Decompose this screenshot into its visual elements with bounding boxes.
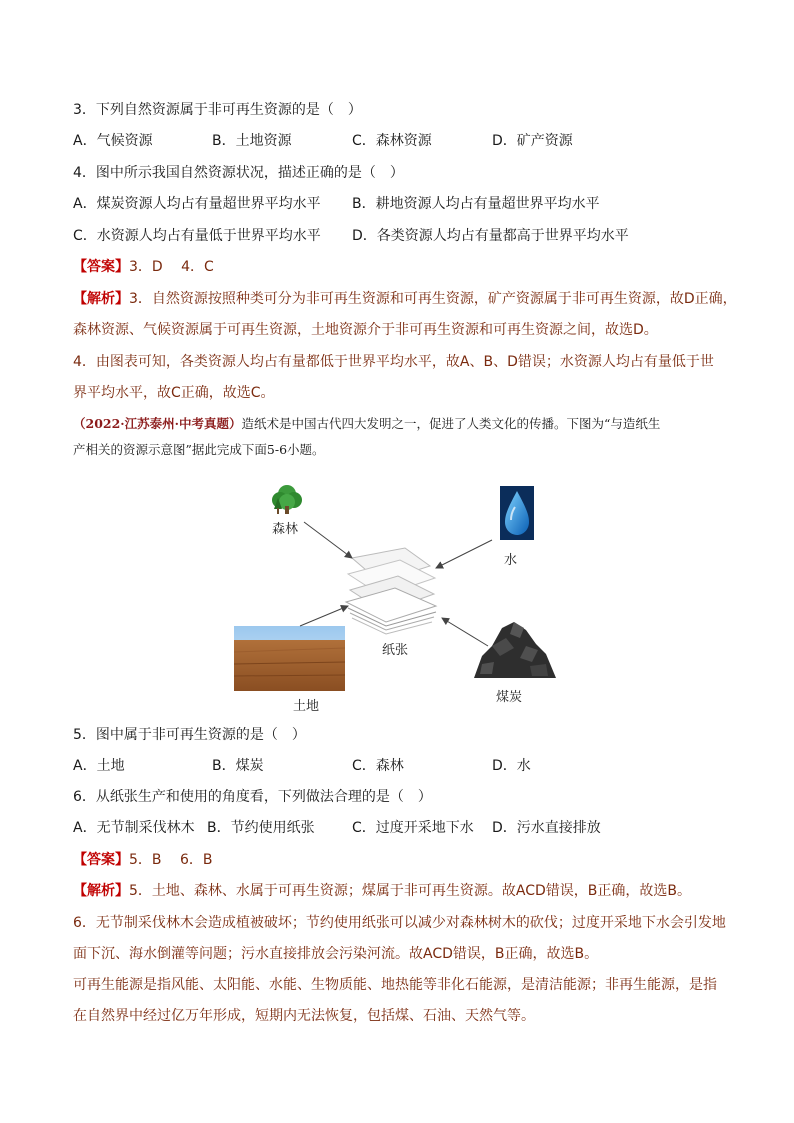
analysis-5-line — [73, 881, 691, 901]
land-image — [234, 626, 345, 691]
paper-stack-icon — [346, 548, 436, 634]
label-land: 土地 — [293, 699, 320, 714]
analysis-text: 5．土地、森林、水属于可再生资源；煤属于非可再生资源。故ACD错误，B正确，故选B。 — [129, 883, 692, 899]
resource-diagram — [230, 478, 570, 718]
analysis-4-line-2: 界平均水平，故C正确，故选C。 — [73, 385, 275, 401]
q6-option-a: A．无节制采伐林木 — [73, 820, 195, 836]
arrow-land-to-paper — [300, 606, 348, 626]
answer-label: 【答案】 — [73, 852, 129, 868]
q6-option-b: B．节约使用纸张 — [207, 820, 315, 836]
label-forest: 森林 — [272, 522, 299, 537]
q3-option-b: B．土地资源 — [212, 133, 292, 149]
analysis-text: 3．自然资源按照种类可分为非可再生资源和可再生资源，矿产资源属于非可再生资源，故D正确， — [129, 291, 737, 307]
answer-text: 5．B 6．B — [129, 852, 213, 868]
analysis-4-line-1: 4．由图表可知，各类资源人均占有量都低于世界平均水平，故A、B、D错误；水资源人均占有量低于世 — [73, 354, 714, 370]
q5-option-d: D．水 — [492, 758, 531, 774]
q3-option-c: C．森林资源 — [352, 133, 432, 149]
water-drop-icon — [500, 486, 534, 540]
q5-option-b: B．煤炭 — [212, 758, 264, 774]
analysis-label: 【解析】 — [73, 291, 129, 307]
q6-option-c: C．过度开采地下水 — [352, 820, 474, 836]
answer-5-6 — [73, 850, 212, 870]
label-coal: 煤炭 — [496, 690, 523, 705]
label-paper: 纸张 — [382, 643, 409, 658]
tree-icon — [272, 485, 302, 514]
q5-option-a: A．土地 — [73, 758, 125, 774]
q4-option-d: D．各类资源人均占有量都高于世界平均水平 — [352, 228, 629, 244]
analysis-6-line-2: 面下沉、海水倒灌等问题；污水直接排放会污染河流。故ACD错误，B正确，故选B。 — [73, 946, 599, 962]
question-4-stem: 4．图中所示我国自然资源状况，描述正确的是（ ） — [73, 165, 404, 181]
q4-option-b: B．耕地资源人均占有量超世界平均水平 — [352, 196, 600, 212]
answer-3-4 — [73, 257, 214, 277]
intro-line-2: 产相关的资源示意图”据此完成下面5-6小题。 — [73, 442, 325, 457]
arrow-forest-to-paper — [304, 522, 352, 558]
analysis-3-line — [73, 289, 737, 309]
q4-option-c: C．水资源人均占有量低于世界平均水平 — [73, 228, 321, 244]
intro-line-1 — [73, 414, 660, 434]
label-water: 水 — [504, 553, 518, 568]
answer-text: 3．D 4．C — [129, 259, 214, 275]
analysis-label: 【解析】 — [73, 883, 129, 899]
intro-text: 造纸术是中国古代四大发明之一，促进了人类文化的传播。下图为“与造纸生 — [241, 416, 661, 431]
q3-option-a: A．气候资源 — [73, 133, 153, 149]
analysis-extra-line-1: 可再生能源是指风能、太阳能、水能、生物质能、地热能等非化石能源，是清洁能源；非再生能源，是指 — [73, 977, 717, 993]
arrow-coal-to-paper — [442, 618, 488, 646]
arrow-water-to-paper — [436, 540, 492, 568]
question-5-stem: 5．图中属于非可再生资源的是（ ） — [73, 727, 306, 743]
coal-icon — [474, 622, 556, 678]
source-label: （2022·江苏泰州·中考真题） — [73, 416, 242, 431]
analysis-extra-line-2: 在自然界中经过亿万年形成，短期内无法恢复，包括煤、石油、天然气等。 — [73, 1008, 535, 1024]
question-3-stem: 3．下列自然资源属于非可再生资源的是（ ） — [73, 102, 362, 118]
q5-option-c: C．森林 — [352, 758, 404, 774]
q3-option-d: D．矿产资源 — [492, 133, 573, 149]
analysis-3-line-2: 森林资源、气候资源属于可再生资源，土地资源介于非可再生资源和可再生资源之间，故选D。 — [73, 322, 658, 338]
q4-option-a: A．煤炭资源人均占有量超世界平均水平 — [73, 196, 321, 212]
diagram-svg — [230, 478, 570, 718]
q6-option-d: D．污水直接排放 — [492, 820, 601, 836]
question-6-stem: 6．从纸张生产和使用的角度看，下列做法合理的是（ ） — [73, 789, 432, 805]
analysis-6-line-1: 6．无节制采伐林木会造成植被破坏；节约使用纸张可以减少对森林树木的砍伐；过度开采地下水会引发地 — [73, 915, 726, 931]
answer-label: 【答案】 — [73, 259, 129, 275]
